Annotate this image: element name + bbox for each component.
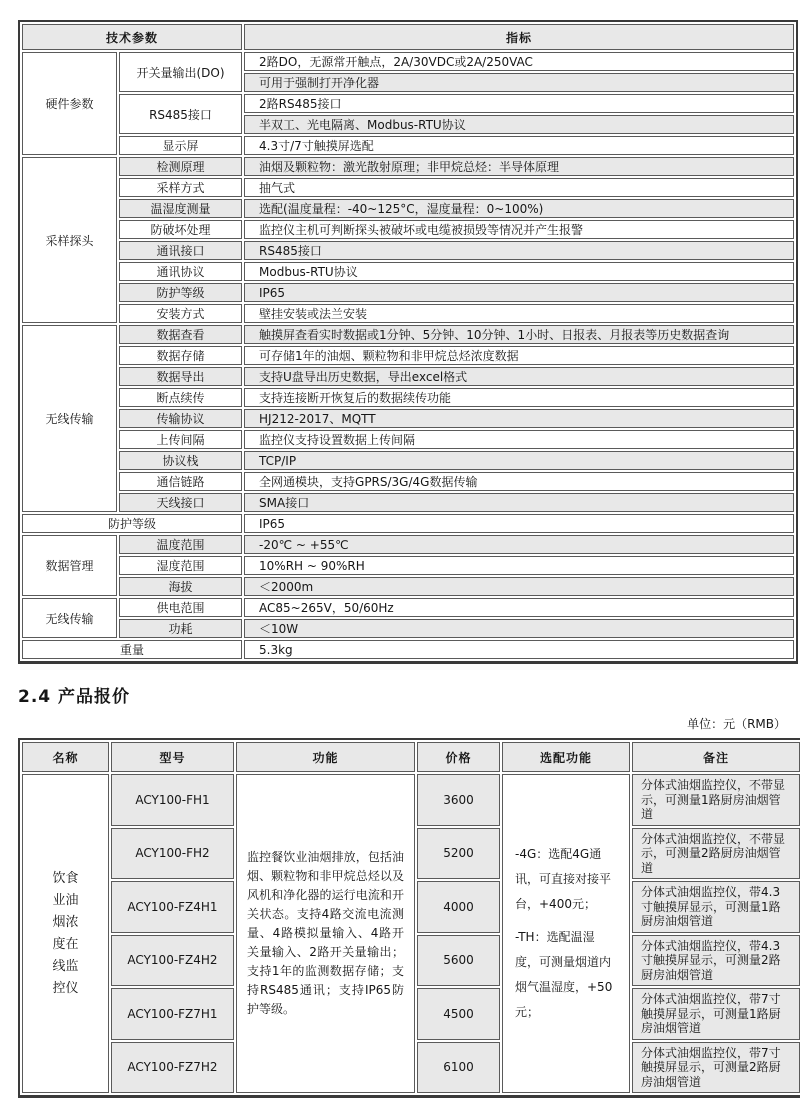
- price-cell: 3600: [417, 774, 500, 826]
- price-table-header: [22, 742, 800, 772]
- spec-value-cell: IP65: [244, 514, 794, 533]
- options-cell: [502, 774, 630, 1093]
- spec-category-cell: 无线传输: [22, 598, 117, 638]
- table-row: [22, 325, 794, 344]
- table-row: [22, 304, 794, 323]
- spec-label-cell: 开关量输出(DO): [119, 52, 242, 92]
- section-title: 2.4 产品报价: [18, 687, 131, 707]
- spec-value-cell: Modbus-RTU协议: [244, 262, 794, 281]
- spec-value-cell: 抽气式: [244, 178, 794, 197]
- spec-label-cell: 通讯接口: [119, 241, 242, 260]
- model-cell: ACY100-FH1: [111, 774, 234, 826]
- table-row: [22, 388, 794, 407]
- option-item: -TH：选配温湿度，可测量烟道内烟气温湿度，+50元；: [515, 930, 613, 1019]
- price-cell: 6100: [417, 1042, 500, 1094]
- spec-label-cell: 防护等级: [119, 283, 242, 302]
- table-row: [22, 241, 794, 260]
- spec-label-cell: RS485接口: [119, 94, 242, 134]
- table-row: [22, 493, 794, 512]
- spec-value-cell: 选配(温度量程：-40~125°C，湿度量程：0~100%): [244, 199, 794, 218]
- spec-label-cell: 数据查看: [119, 325, 242, 344]
- spec-label-cell: 数据存储: [119, 346, 242, 365]
- spec-label-cell: 天线接口: [119, 493, 242, 512]
- model-cell: ACY100-FZ4H2: [111, 935, 234, 987]
- spec-label-cell: 数据导出: [119, 367, 242, 386]
- model-cell: ACY100-FZ7H2: [111, 1042, 234, 1094]
- spec-label-cell: 温度范围: [119, 535, 242, 554]
- table-row: [22, 178, 794, 197]
- product-name-cell: [22, 774, 109, 1093]
- price-cell: 5600: [417, 935, 500, 987]
- spec-label-cell: 温湿度测量: [119, 199, 242, 218]
- table-row: [22, 472, 794, 491]
- spec-value-cell: TCP/IP: [244, 451, 794, 470]
- unit-label: 单位：元（RMB）: [687, 717, 786, 731]
- spec-value-cell: RS485接口: [244, 241, 794, 260]
- spec-value-cell: 触摸屏查看实时数据或1分钟、5分钟、10分钟、1小时、日报表、月报表等历史数据查询: [244, 325, 794, 344]
- table-row: [22, 774, 800, 826]
- spec-label-cell: 检测原理: [119, 157, 242, 176]
- spec-value-cell: 可存储1年的油烟、颗粒物和非甲烷总烃浓度数据: [244, 346, 794, 365]
- table-row: [22, 619, 794, 638]
- spec-table: [18, 20, 798, 664]
- table-row: [22, 367, 794, 386]
- column-header: 指标: [244, 24, 794, 50]
- function-cell: 监控餐饮业油烟排放，包括油烟、颗粒物和非甲烷总烃以及风机和净化器的运行电流和开关状态。支持4路交流电流测量、4路模拟量输入、4路开关量输入、2路开关量输出；支持1年的监测数据存储；支持RS485通讯；支持IP65防护等级。: [236, 774, 415, 1093]
- table-row: [22, 577, 794, 596]
- column-header: 名称: [22, 742, 109, 772]
- table-row: [22, 283, 794, 302]
- spec-label-cell: 上传间隔: [119, 430, 242, 449]
- model-cell: ACY100-FH2: [111, 828, 234, 880]
- table-row: [22, 514, 794, 533]
- spec-label-cell: 重量: [22, 640, 242, 659]
- remark-cell: 分体式油烟监控仪，带7寸触摸屏显示，可测量1路厨房油烟管道: [632, 988, 800, 1040]
- spec-value-cell: 4.3寸/7寸触摸屏选配: [244, 136, 794, 155]
- table-row: [22, 430, 794, 449]
- table-row: [22, 346, 794, 365]
- spec-value-cell: 可用于强制打开净化器: [244, 73, 794, 92]
- spec-label-cell: 断点续传: [119, 388, 242, 407]
- column-header: 备注: [632, 742, 800, 772]
- spec-label-cell: 防护等级: [22, 514, 242, 533]
- spec-value-cell: HJ212-2017、MQTT: [244, 409, 794, 428]
- spec-value-cell: AC85~265V，50/60Hz: [244, 598, 794, 617]
- spec-value-cell: 壁挂安装或法兰安装: [244, 304, 794, 323]
- table-row: [22, 136, 794, 155]
- price-cell: 4500: [417, 988, 500, 1040]
- table-row: [22, 535, 794, 554]
- spec-value-cell: ＜10W: [244, 619, 794, 638]
- spec-label-cell: 防破坏处理: [119, 220, 242, 239]
- spec-table-body: [22, 52, 794, 659]
- model-cell: ACY100-FZ7H1: [111, 988, 234, 1040]
- spec-value-cell: 监控仪主机可判断探头被破坏或电缆被损毁等情况并产生报警: [244, 220, 794, 239]
- spec-label-cell: 采样方式: [119, 178, 242, 197]
- spec-label-cell: 功耗: [119, 619, 242, 638]
- price-cell: 4000: [417, 881, 500, 933]
- table-row: [22, 640, 794, 659]
- spec-label-cell: 安装方式: [119, 304, 242, 323]
- spec-label-cell: 显示屏: [119, 136, 242, 155]
- table-row: [22, 94, 794, 113]
- spec-value-cell: 2路RS485接口: [244, 94, 794, 113]
- table-row: [22, 199, 794, 218]
- spec-value-cell: SMA接口: [244, 493, 794, 512]
- column-header: 功能: [236, 742, 415, 772]
- spec-value-cell: 支持U盘导出历史数据，导出excel格式: [244, 367, 794, 386]
- spec-value-cell: 半双工、光电隔离、Modbus-RTU协议: [244, 115, 794, 134]
- remark-cell: 分体式油烟监控仪，带7寸触摸屏显示，可测量2路厨房油烟管道: [632, 1042, 800, 1094]
- spec-category-cell: 无线传输: [22, 325, 117, 512]
- spec-value-cell: 5.3kg: [244, 640, 794, 659]
- model-cell: ACY100-FZ4H1: [111, 881, 234, 933]
- remark-cell: 分体式油烟监控仪，带4.3寸触摸屏显示，可测量1路厨房油烟管道: [632, 881, 800, 933]
- spec-label-cell: 湿度范围: [119, 556, 242, 575]
- column-header: 技术参数: [22, 24, 242, 50]
- option-item: -4G：选配4G通讯，可直接对接平台，+400元；: [515, 847, 612, 911]
- table-row: [22, 451, 794, 470]
- table-row: [22, 262, 794, 281]
- column-header: 选配功能: [502, 742, 630, 772]
- spec-label-cell: 传输协议: [119, 409, 242, 428]
- spec-label-cell: 通信链路: [119, 472, 242, 491]
- product-name-vertical-text: 饮食业油烟浓度在线监控仪: [52, 870, 79, 996]
- remark-cell: 分体式油烟监控仪，带4.3寸触摸屏显示，可测量2路厨房油烟管道: [632, 935, 800, 987]
- spec-value-cell: 油烟及颗粒物：激光散射原理；非甲烷总烃：半导体原理: [244, 157, 794, 176]
- spec-value-cell: 10%RH ~ 90%RH: [244, 556, 794, 575]
- spec-value-cell: 全网通模块，支持GPRS/3G/4G数据传输: [244, 472, 794, 491]
- spec-label-cell: 通讯协议: [119, 262, 242, 281]
- spec-label-cell: 协议栈: [119, 451, 242, 470]
- table-row: [22, 598, 794, 617]
- spec-category-cell: 硬件参数: [22, 52, 117, 155]
- spec-table-header: [22, 24, 794, 50]
- spec-value-cell: 2路DO，无源常开触点，2A/30VDC或2A/250VAC: [244, 52, 794, 71]
- remark-cell: 分体式油烟监控仪，不带显示，可测量2路厨房油烟管道: [632, 828, 800, 880]
- price-table-body: [22, 774, 800, 1093]
- spec-value-cell: IP65: [244, 283, 794, 302]
- spec-label-cell: 海拔: [119, 577, 242, 596]
- table-row: [22, 157, 794, 176]
- price-cell: 5200: [417, 828, 500, 880]
- remark-cell: 分体式油烟监控仪，不带显示，可测量1路厨房油烟管道: [632, 774, 800, 826]
- spec-category-cell: 采样探头: [22, 157, 117, 323]
- spec-value-cell: 监控仪支持设置数据上传间隔: [244, 430, 794, 449]
- column-header: 价格: [417, 742, 500, 772]
- price-table: [18, 738, 800, 1098]
- table-row: [22, 220, 794, 239]
- column-header: 型号: [111, 742, 234, 772]
- spec-label-cell: 供电范围: [119, 598, 242, 617]
- spec-value-cell: -20℃ ~ +55℃: [244, 535, 794, 554]
- spec-category-cell: 数据管理: [22, 535, 117, 596]
- table-row: [22, 556, 794, 575]
- table-row: [22, 409, 794, 428]
- spec-value-cell: 支持连接断开恢复后的数据续传功能: [244, 388, 794, 407]
- spec-value-cell: ＜2000m: [244, 577, 794, 596]
- table-row: [22, 52, 794, 71]
